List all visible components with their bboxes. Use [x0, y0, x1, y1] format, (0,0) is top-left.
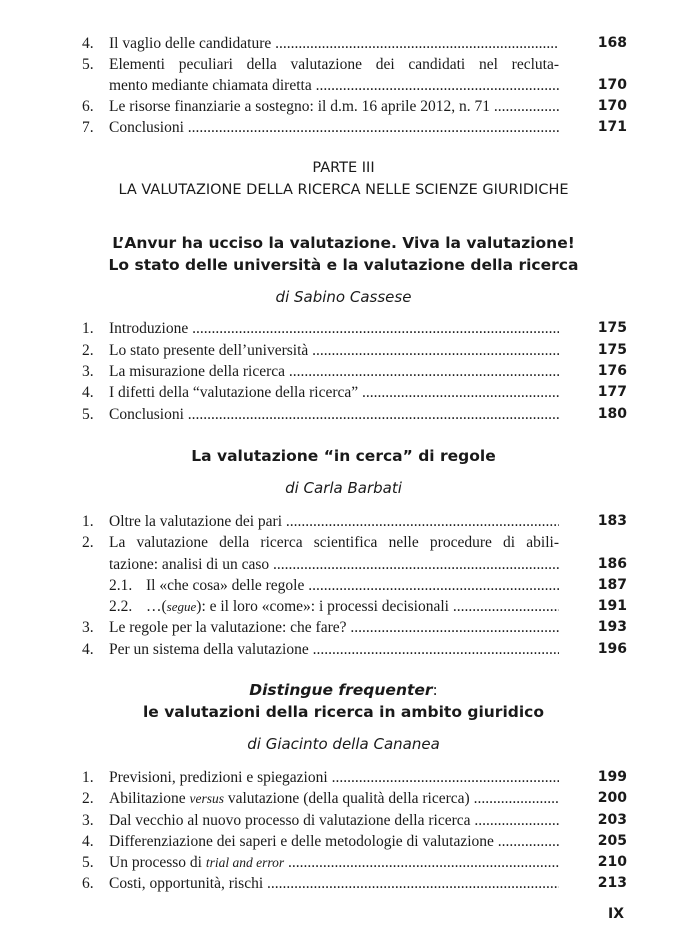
essay-title-italic: Distingue frequenter	[249, 681, 433, 699]
entry-number: 3.	[82, 812, 94, 829]
toc-entry	[82, 33, 627, 54]
page-number: 200	[597, 790, 627, 806]
toc-entry-continuation	[82, 554, 627, 575]
entry-title-italic: segue	[166, 599, 197, 614]
entry-number: 1.	[82, 513, 94, 530]
essay-author: di Sabino Cassese	[275, 288, 412, 306]
entry-number: 5.	[82, 406, 94, 423]
page-number: 203	[597, 812, 627, 828]
page-number: 213	[597, 875, 627, 891]
toc-subentry	[82, 596, 627, 617]
essay-author: di Giacinto della Cananea	[247, 735, 440, 753]
entry-title: Il «che cosa» delle regole .....	[146, 575, 559, 596]
entry-title: Conclusioni .....	[109, 404, 559, 425]
essay-title-line2: Lo stato delle università e la valutazione della ricerca	[108, 256, 579, 274]
toc-entry	[82, 340, 627, 361]
page-number: 196	[597, 641, 627, 657]
entry-number: 5.	[82, 56, 94, 73]
toc-entry	[82, 361, 627, 382]
entry-title: ): e il loro «come»: i processi decisionali	[196, 598, 449, 615]
entry-title: Previsioni, predizioni e spiegazioni .....	[109, 767, 559, 788]
page-number: 186	[597, 556, 627, 572]
entry-title-prefix: …(	[146, 598, 167, 615]
page-number: 168	[597, 35, 627, 51]
page-number: 175	[597, 320, 627, 336]
toc-entry	[82, 767, 627, 788]
entry-title: Oltre la valutazione dei pari .....	[109, 511, 559, 532]
entry-title: I difetti della “valutazione della ricerca” .....	[109, 382, 559, 403]
entry-title: Un processo di	[109, 854, 206, 871]
toc-entry	[82, 117, 627, 138]
toc-entry	[82, 318, 627, 339]
toc-entry	[82, 810, 627, 831]
essay-title-colon: :	[432, 681, 438, 699]
toc-entry	[82, 96, 627, 117]
toc-entry	[82, 511, 627, 532]
essay-title: La valutazione “in cerca” di regole	[191, 447, 496, 465]
entry-title-line1: Elementi peculiari della valutazione dei candidati nel recluta-	[109, 56, 559, 73]
toc-entry	[82, 404, 627, 425]
entry-number: 4.	[82, 384, 94, 401]
toc-entry	[82, 54, 627, 75]
entry-title: Lo stato presente dell’università .....	[109, 340, 559, 361]
page-number: 183	[597, 513, 627, 529]
entry-title-italic: versus	[189, 791, 224, 806]
entry-title: Introduzione .....	[109, 318, 559, 339]
essay-title-line1: L’Anvur ha ucciso la valutazione. Viva la valutazione!	[112, 234, 575, 252]
essay-author: di Carla Barbati	[285, 479, 402, 497]
toc-entry	[82, 639, 627, 660]
entry-title: Il vaglio delle candidature .....	[109, 33, 559, 54]
entry-title-line1: La valutazione della ricerca scientifica nelle procedure di abili-	[109, 534, 559, 551]
entry-title-italic: trial and error	[205, 855, 285, 870]
entry-number: 3.	[82, 363, 94, 380]
entry-title-rest: valutazione (della qualità della ricerca)	[224, 790, 470, 807]
entry-title: Differenziazione dei saperi e delle metodologie di valutazione .....	[109, 831, 559, 852]
essay-title-line2: le valutazioni della ricerca in ambito giuridico	[142, 703, 545, 721]
entry-title: Per un sistema della valutazione .....	[109, 639, 559, 660]
entry-number: 1.	[82, 320, 94, 337]
page-number: 177	[597, 384, 627, 400]
entry-number: 2.2.	[109, 598, 133, 615]
entry-number: 3.	[82, 619, 94, 636]
toc-entry	[82, 382, 627, 403]
entry-number: 7.	[82, 119, 94, 136]
page-number: 210	[597, 854, 627, 870]
page-number: 175	[597, 342, 627, 358]
entry-number: 4.	[82, 641, 94, 658]
entry-title-line2: tazione: analisi di un caso .....	[109, 554, 559, 575]
entry-number: 2.1.	[109, 577, 133, 594]
part-title: LA VALUTAZIONE DELLA RICERCA NELLE SCIENZE GIURIDICHE	[118, 182, 569, 198]
page-number: 180	[597, 406, 627, 422]
entry-number: 2.	[82, 342, 94, 359]
entry-number: 5.	[82, 854, 94, 871]
entry-number: 4.	[82, 35, 94, 52]
entry-number: 4.	[82, 833, 94, 850]
entry-title-line2: mento mediante chiamata diretta .....	[109, 75, 559, 96]
toc-entry	[82, 532, 627, 553]
page-number: 170	[597, 77, 627, 93]
toc-entry	[82, 873, 627, 894]
toc-subentry	[82, 575, 627, 596]
page-number: 171	[597, 119, 627, 135]
toc-entry	[82, 852, 627, 873]
toc-entry	[82, 788, 627, 809]
page-number: 176	[597, 363, 627, 379]
page-number: 170	[597, 98, 627, 114]
entry-title: Dal vecchio al nuovo processo di valutazione della ricerca .....	[109, 810, 559, 831]
entry-number: 2.	[82, 534, 94, 551]
entry-title: Costi, opportunità, rischi .....	[109, 873, 559, 894]
entry-title: Conclusioni .....	[109, 117, 559, 138]
page-number: 199	[597, 769, 627, 785]
page-number: 191	[597, 598, 627, 614]
page-folio: IX	[607, 906, 624, 922]
essay-title-line1	[0, 679, 687, 701]
entry-title: Le risorse finanziarie a sostegno: il d.m. 16 aprile 2012, n. 71 .....	[109, 96, 559, 117]
toc-entry	[82, 617, 627, 638]
part-label: PARTE III	[312, 160, 375, 176]
page-number: 205	[597, 833, 627, 849]
entry-title: Abilitazione	[109, 790, 190, 807]
entry-title: La misurazione della ricerca .....	[109, 361, 559, 382]
page-number: 187	[597, 577, 627, 593]
toc-entry-continuation	[82, 75, 627, 96]
entry-number: 6.	[82, 875, 94, 892]
toc-entry	[82, 831, 627, 852]
entry-title: Le regole per la valutazione: che fare? .....	[109, 617, 559, 638]
entry-number: 1.	[82, 769, 94, 786]
entry-number: 2.	[82, 790, 94, 807]
entry-number: 6.	[82, 98, 94, 115]
page-number: 193	[597, 619, 627, 635]
